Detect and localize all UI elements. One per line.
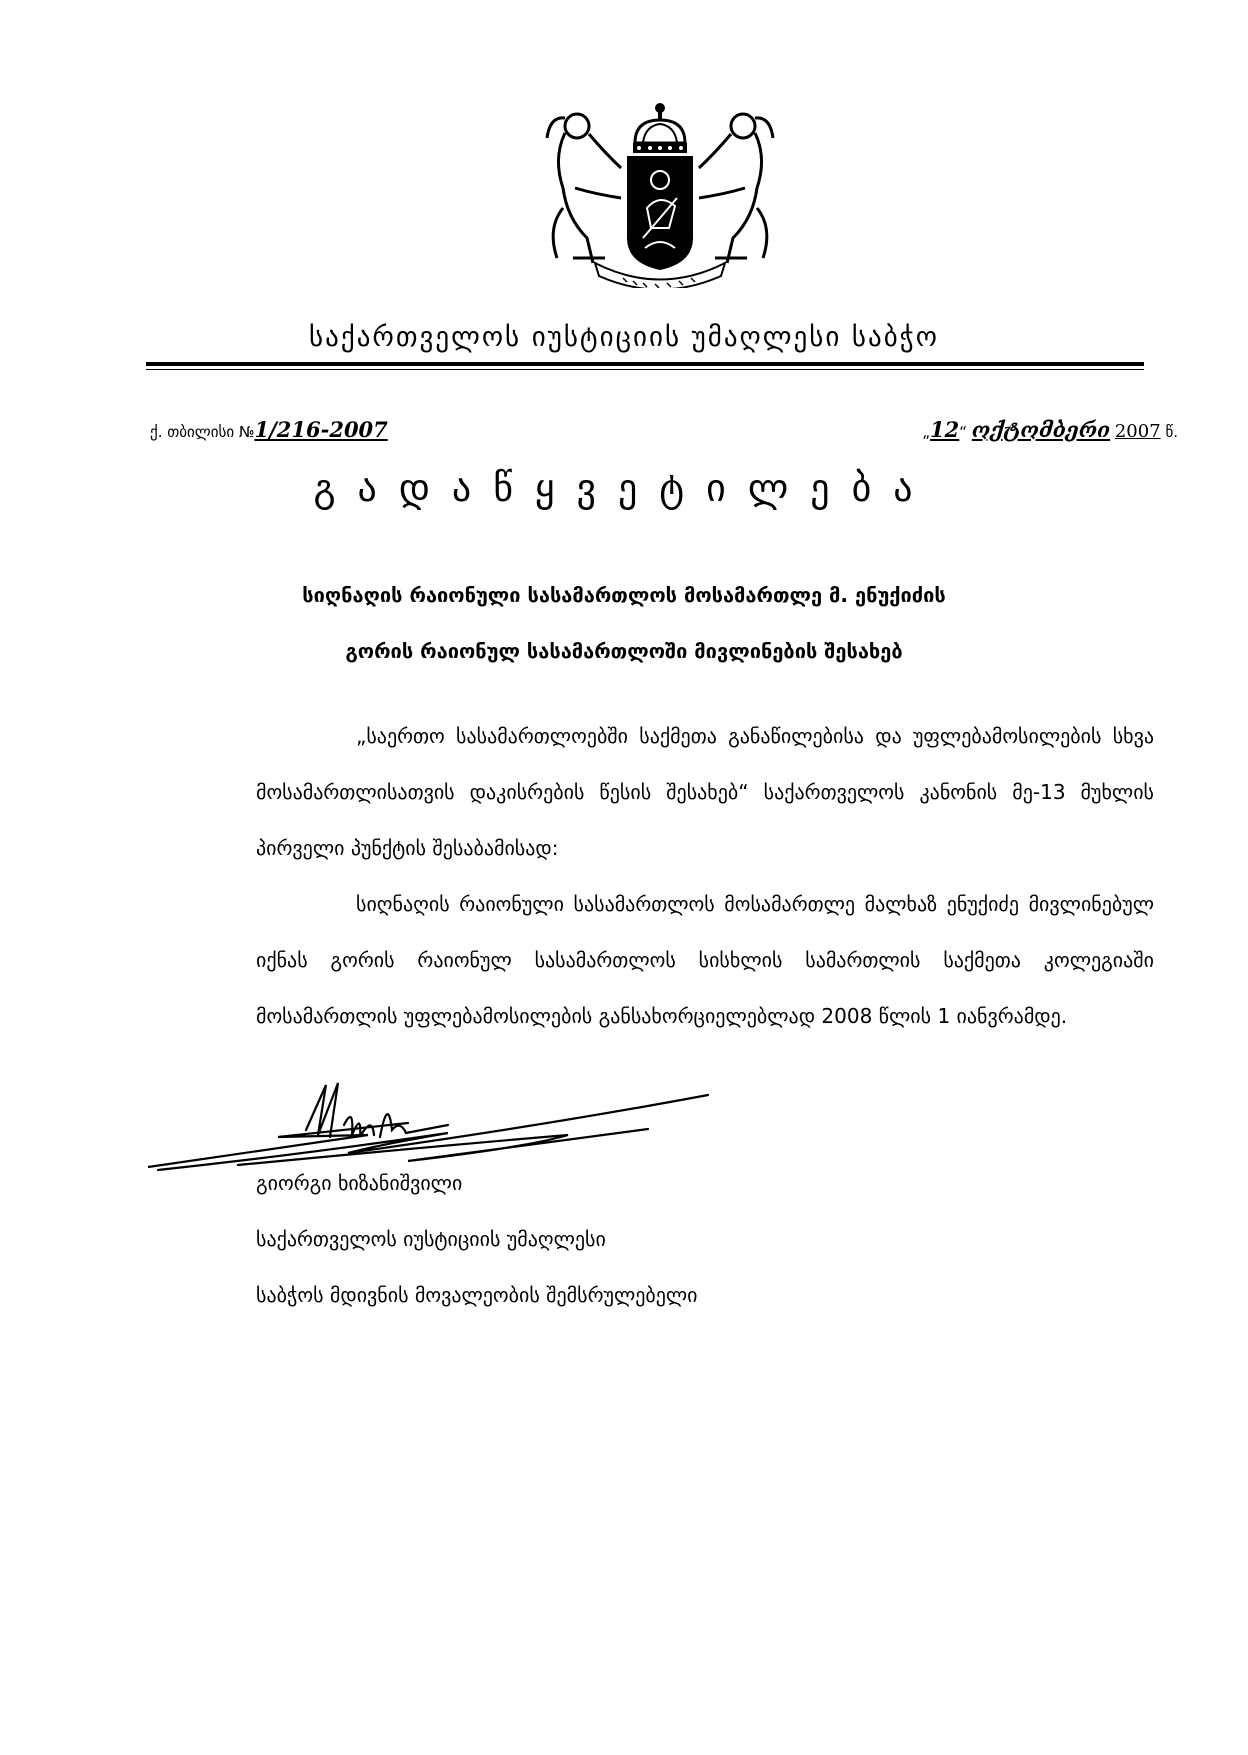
signer-title-line-2: საბჭოს მდივნის მოვალეობის შემსრულებელი (256, 1283, 698, 1307)
document-number-line (150, 417, 388, 442)
left-lion-icon (547, 114, 621, 263)
signer-block (256, 1155, 698, 1323)
document-body (256, 708, 1154, 1044)
subject-heading (150, 567, 1098, 679)
date-open-quote: „ (922, 423, 931, 441)
city-label: ქ. თბილისი (150, 423, 235, 441)
date-day: 12 (930, 417, 960, 442)
body-paragraph-1: „საერთო სასამართლოებში საქმეთა განაწილებისა და უფლებამოსილების სხვა მოსამართლისათვის დაკისრების წესის შესახებ“ საქართველოს კანონის მე-13 მუხლის პირველი პუნქტის შესაბამისად: (256, 724, 1154, 860)
date-year: 2007 (1114, 421, 1161, 442)
header-divider-thick (146, 362, 1144, 366)
crown-icon (633, 103, 687, 153)
header-divider-thin (146, 369, 1144, 370)
document-number: 1/216-2007 (254, 417, 388, 442)
date-suffix: წ. (1165, 423, 1178, 441)
right-lion-icon (699, 114, 773, 263)
document-date-line (922, 417, 1178, 442)
organization-name: საქართველოს იუსტიციის უმაღლესი საბჭო (309, 322, 939, 353)
shield-icon (627, 156, 693, 270)
subject-line-1: სიღნაღის რაიონული სასამართლოს მოსამართლე მ. ენუქიძის (302, 583, 946, 607)
date-month: ოქტომბერი (971, 417, 1111, 442)
signer-title-line-1: საქართველოს იუსტიციის უმაღლესი (256, 1227, 606, 1251)
coat-of-arms-emblem (535, 98, 785, 288)
subject-line-2: გორის რაიონულ სასამართლოში მივლინების შესახებ (345, 639, 903, 663)
signer-name: გიორგი ხიზანიშვილი (256, 1171, 463, 1195)
document-type-title: გადაწყვეტილება (313, 466, 935, 510)
date-close-quote: “ (959, 423, 968, 441)
number-prefix: № (238, 423, 255, 441)
body-paragraph-2: სიღნაღის რაიონული სასამართლოს მოსამართლე მალხაზ ენუქიძე მივლინებულ იქნას გორის რაიონულ სასამართლოს სისხლის სამართლის საქმეთა კოლეგიაში მოსამართლის უფლებამოსილების განსახორციელებლად 2008 წლის 1 იანვრამდე. (256, 892, 1154, 1028)
